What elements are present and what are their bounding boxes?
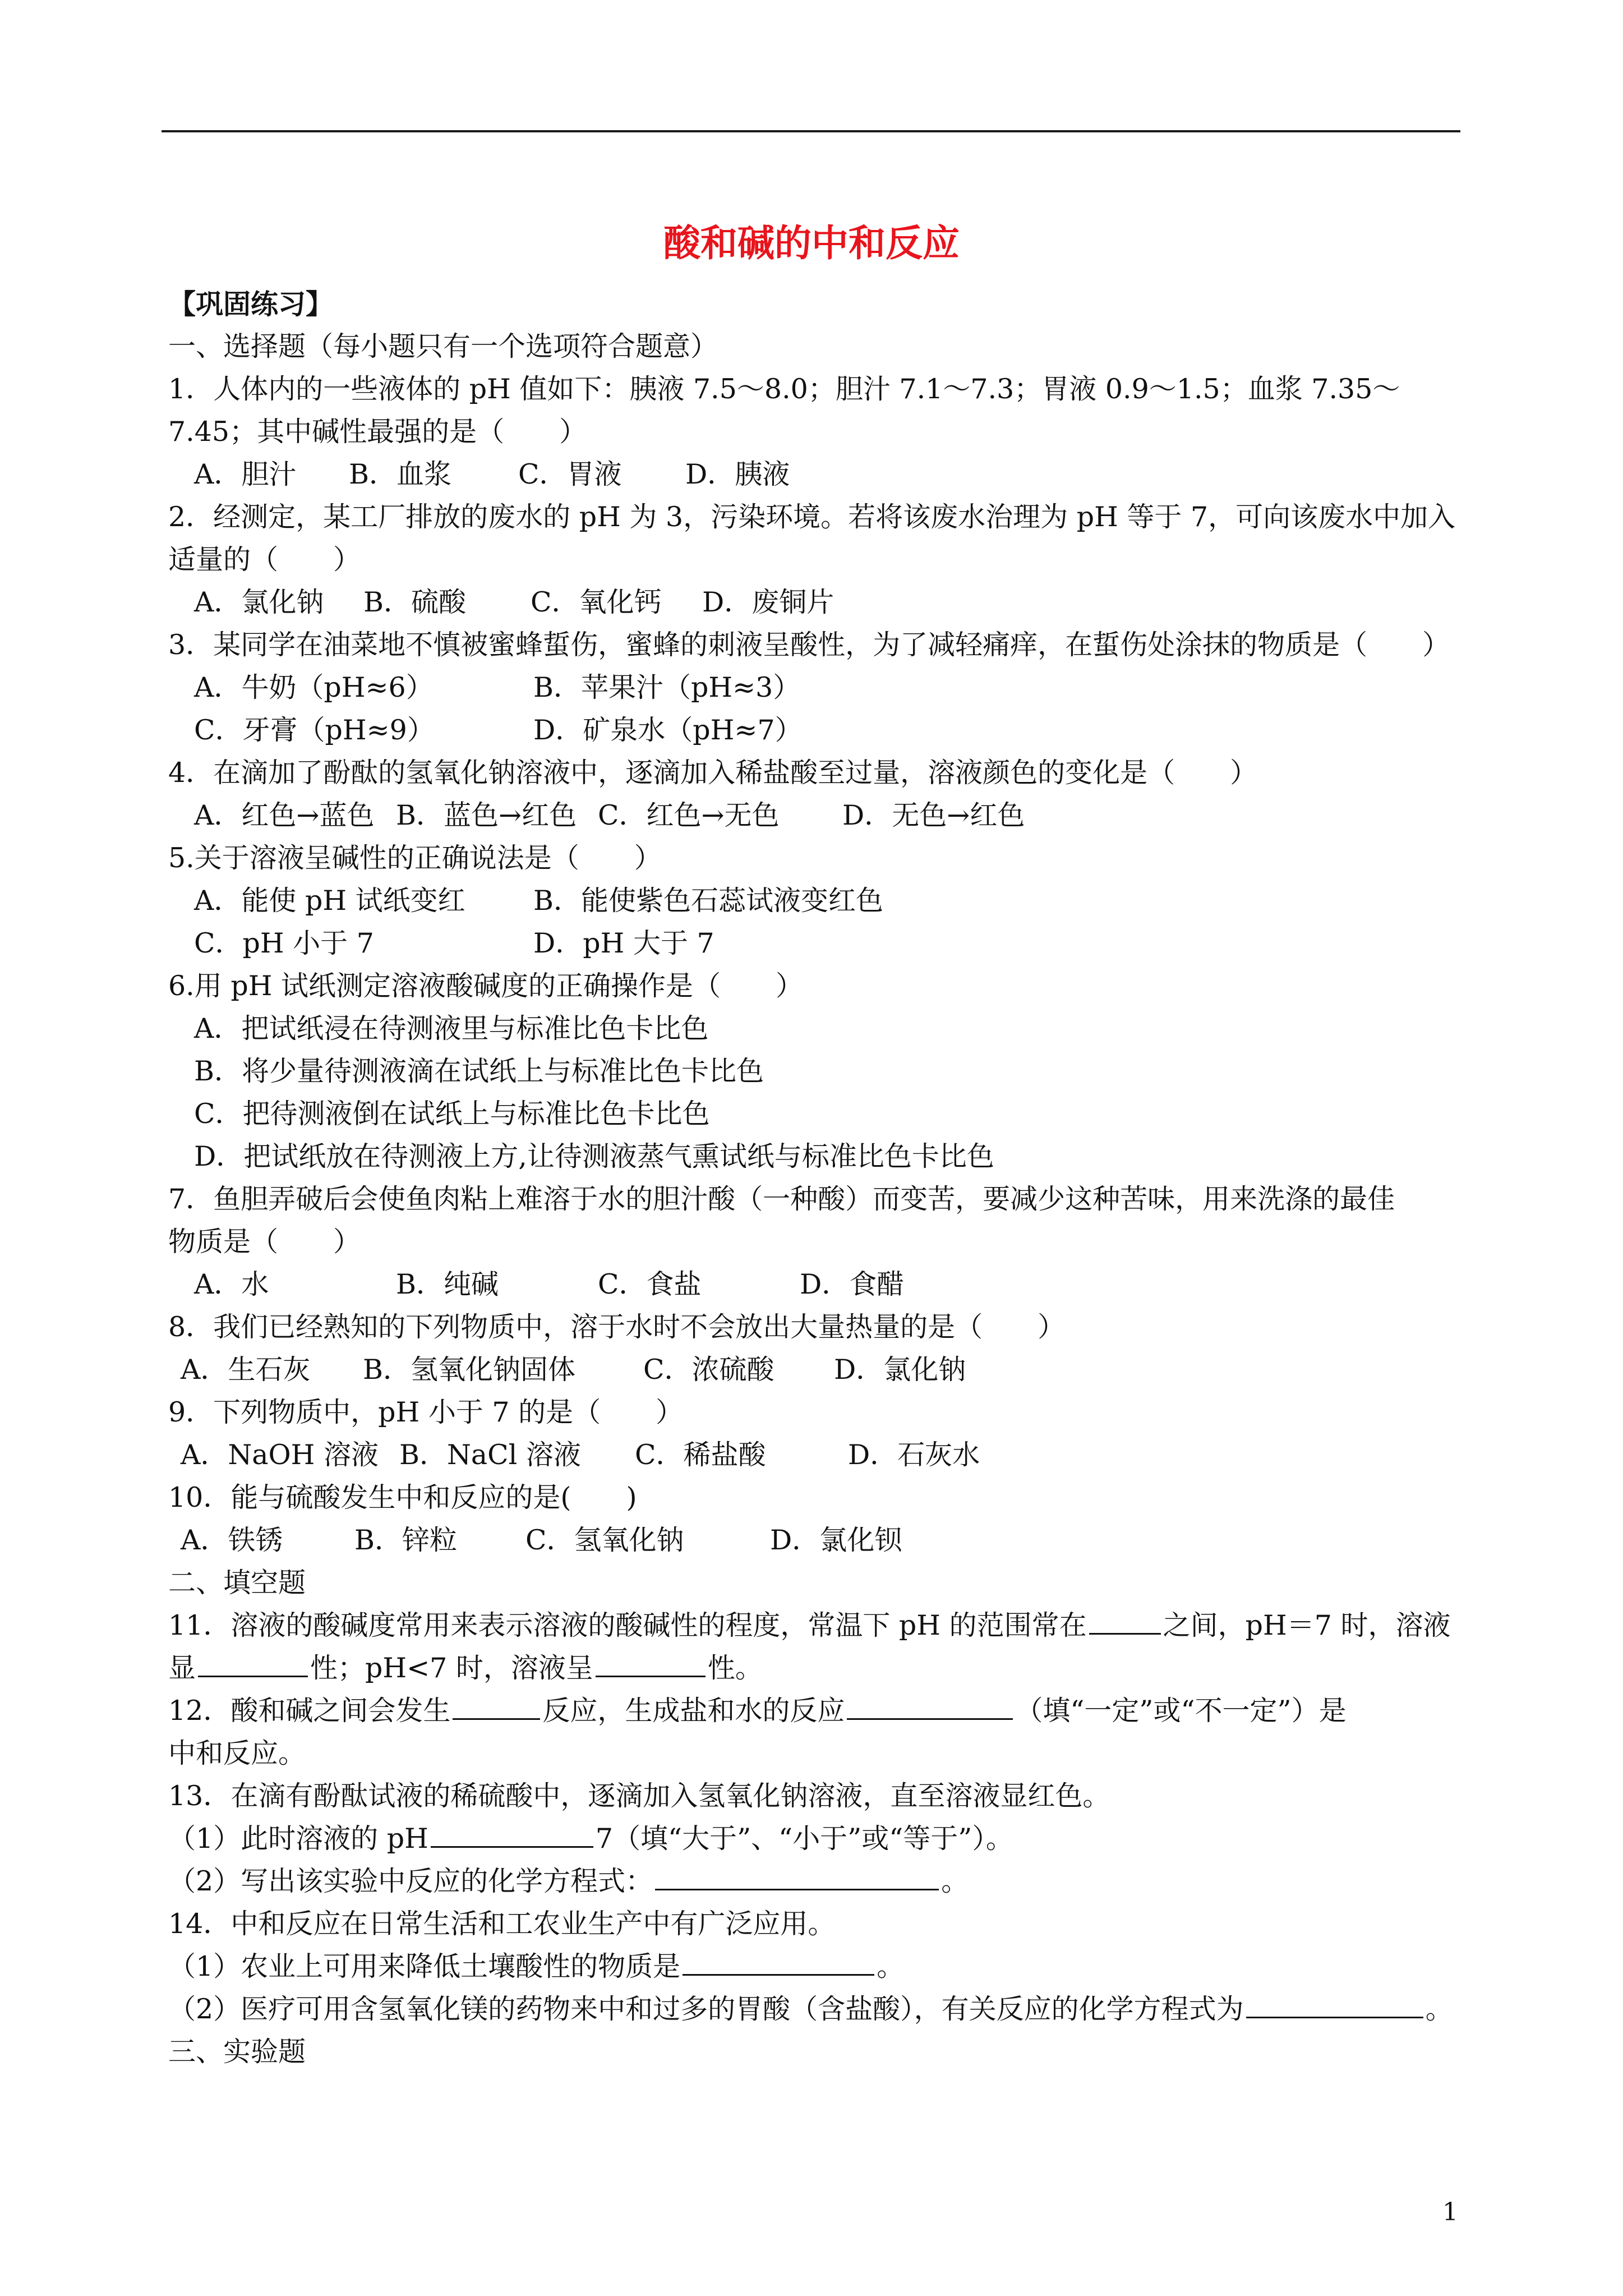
q11-blank-range[interactable] bbox=[1089, 1605, 1161, 1635]
q13-part2 bbox=[168, 1860, 1525, 1903]
header-rule bbox=[162, 130, 1460, 132]
q8-stem: 8．我们已经熟知的下列物质中，溶于水时不会放出大量热量的是（ ） bbox=[168, 1311, 1066, 1343]
section-header: 【巩固练习】 bbox=[168, 288, 334, 320]
q13-part2-text-a: （2）写出该实验中反应的化学方程式： bbox=[168, 1865, 653, 1897]
q7-option-d: D．食醋 bbox=[800, 1268, 905, 1300]
q4-option-d: D．无色→红色 bbox=[842, 799, 1025, 831]
q7-option-b: B．纯碱 bbox=[396, 1268, 499, 1300]
q6-option-a: A．把试纸浸在待测液里与标准比色卡比色 bbox=[194, 1013, 709, 1045]
q5-option-a: A．能使 pH 试纸变红 bbox=[194, 885, 465, 917]
q8-option-d: D．氯化钠 bbox=[834, 1354, 966, 1386]
q10-option-a: A．铁锈 bbox=[181, 1524, 283, 1556]
q14-part1 bbox=[168, 1945, 1525, 1988]
page-number: 1 bbox=[1442, 2198, 1458, 2226]
q3-option-b: B．苹果汁（pH≈3） bbox=[533, 671, 801, 703]
q4-stem: 4．在滴加了酚酞的氢氧化钠溶液中，逐滴加入稀盐酸至过量，溶液颜色的变化是（ ） bbox=[168, 757, 1258, 789]
q2-option-a: A．氯化钠 bbox=[194, 586, 324, 618]
q14-stem: 14．中和反应在日常生活和工农业生产中有广泛应用。 bbox=[168, 1908, 836, 1940]
q12-blank-reaction[interactable] bbox=[453, 1690, 540, 1720]
q13-part1-text-a: （1）此时溶液的 pH bbox=[168, 1823, 428, 1855]
q4-options bbox=[168, 794, 1525, 837]
q3-stem: 3．某同学在油菜地不慎被蜜蜂蜇伤，蜜蜂的刺液呈酸性，为了减轻痛痒，在蜇伤处涂抹的物质是（ ） bbox=[168, 629, 1450, 661]
q14-part2 bbox=[168, 1988, 1525, 2031]
q13-part1-text-b: 7（填“大于”、“小于”或“等于”）。 bbox=[595, 1823, 1013, 1855]
q4-option-a: A．红色→蓝色 bbox=[194, 799, 375, 831]
q9-option-d: D．石灰水 bbox=[848, 1439, 980, 1471]
q7-options bbox=[168, 1263, 1525, 1306]
q5-option-d: D．pH 大于 7 bbox=[533, 927, 714, 959]
q3-option-c: C．牙膏（pH≈9） bbox=[194, 714, 435, 746]
q8-option-b: B．氢氧化钠固体 bbox=[363, 1354, 576, 1386]
q9-option-c: C．稀盐酸 bbox=[635, 1439, 766, 1471]
q1-options bbox=[168, 453, 1525, 496]
q1-option-d: D．胰液 bbox=[685, 458, 790, 490]
q11-text-b: 之间，pH＝7 时，溶液 bbox=[1163, 1609, 1451, 1641]
q2-stem-line2: 适量的（ ） bbox=[168, 544, 361, 576]
q13-blank-ph[interactable] bbox=[431, 1818, 593, 1848]
page-title: 酸和碱的中和反应 bbox=[663, 222, 960, 265]
q14-part1-text-a: （1）农业上可用来降低土壤酸性的物质是 bbox=[168, 1950, 681, 1982]
q2-option-b: B．硫酸 bbox=[363, 586, 467, 618]
q14-part1-text-b: 。 bbox=[877, 1950, 905, 1982]
q1-option-c: C．胃液 bbox=[518, 458, 622, 490]
q6-stem: 6.用 pH 试纸测定溶液酸碱度的正确操作是（ ） bbox=[168, 970, 804, 1002]
q6-option-d: D．把试纸放在待测液上方,让待测液蒸气熏试纸与标准比色卡比色 bbox=[194, 1140, 994, 1172]
q2-stem-line1: 2．经测定，某工厂排放的废水的 pH 为 3，污染环境。若将该废水治理为 pH 等于 7，可向该废水中加入 bbox=[168, 501, 1456, 533]
q11-text-e: 性。 bbox=[707, 1652, 763, 1684]
q1-option-a: A．胆汁 bbox=[194, 458, 297, 490]
q1-stem-line1: 1．人体内的一些液体的 pH 值如下：胰液 7.5～8.0；胆汁 7.1～7.3；胃液 0.9～1.5；血浆 7.35～ bbox=[168, 373, 1400, 405]
q14-part2-text-b: 。 bbox=[1425, 1993, 1453, 2025]
q13-part2-text-b: 。 bbox=[941, 1865, 969, 1897]
q12-text-b: 反应，生成盐和水的反应 bbox=[542, 1695, 845, 1727]
q12-text-c: （填“一定”或“不一定”）是 bbox=[1015, 1695, 1347, 1727]
q5-options-row1 bbox=[168, 880, 1525, 922]
q7-stem-line2: 物质是（ ） bbox=[168, 1226, 361, 1258]
q9-option-a: A．NaOH 溶液 bbox=[181, 1439, 379, 1471]
q5-options-row2 bbox=[168, 922, 1525, 965]
q6-option-c: C．把待测液倒在试纸上与标准比色卡比色 bbox=[194, 1098, 710, 1130]
q11-text-c: 显 bbox=[168, 1652, 196, 1684]
part1-heading: 一、选择题（每小题只有一个选项符合题意） bbox=[168, 330, 718, 362]
q10-options bbox=[168, 1519, 1525, 1562]
q8-options bbox=[168, 1349, 1525, 1391]
q9-stem: 9．下列物质中，pH 小于 7 的是（ ） bbox=[168, 1396, 684, 1428]
q4-option-c: C．红色→无色 bbox=[598, 799, 780, 831]
part2-heading: 二、填空题 bbox=[168, 1567, 306, 1599]
q12-blank-certainty[interactable] bbox=[847, 1690, 1013, 1720]
q5-option-c: C．pH 小于 7 bbox=[194, 927, 374, 959]
part3-heading: 三、实验题 bbox=[168, 2036, 306, 2068]
q11-line1 bbox=[168, 1604, 1525, 1647]
q2-option-c: C．氧化钙 bbox=[531, 586, 662, 618]
q14-blank-equation[interactable] bbox=[1246, 1989, 1423, 2018]
q3-option-d: D．矿泉水（pH≈7） bbox=[533, 714, 803, 746]
q6-option-b: B．将少量待测液滴在试纸上与标准比色卡比色 bbox=[194, 1055, 764, 1087]
q9-options bbox=[168, 1434, 1525, 1476]
q11-blank-acidic[interactable] bbox=[596, 1648, 706, 1677]
q2-options bbox=[168, 581, 1525, 624]
q10-option-d: D．氯化钡 bbox=[770, 1524, 902, 1556]
q13-part1 bbox=[168, 1818, 1525, 1860]
q10-option-b: B．锌粒 bbox=[354, 1524, 458, 1556]
q14-blank-substance[interactable] bbox=[683, 1946, 874, 1976]
q12-line2: 中和反应。 bbox=[168, 1737, 306, 1769]
q11-text-a: 11．溶液的酸碱度常用来表示溶液的酸碱性的程度，常温下 pH 的范围常在 bbox=[168, 1609, 1087, 1641]
q7-option-a: A．水 bbox=[194, 1268, 269, 1300]
q7-stem-line1: 7．鱼胆弄破后会使鱼肉粘上难溶于水的胆汁酸（一种酸）而变苦，要减少这种苦味，用来洗涤的最佳 bbox=[168, 1183, 1395, 1215]
q3-options-row2 bbox=[168, 709, 1525, 752]
q13-stem: 13．在滴有酚酞试液的稀硫酸中，逐滴加入氢氧化钠溶液，直至溶液显红色。 bbox=[168, 1780, 1110, 1812]
q12-line1 bbox=[168, 1690, 1525, 1732]
q14-part2-text-a: （2）医疗可用含氢氧化镁的药物来中和过多的胃酸（含盐酸），有关反应的化学方程式为 bbox=[168, 1993, 1244, 2025]
q3-option-a: A．牛奶（pH≈6） bbox=[194, 671, 434, 703]
q1-option-b: B．血浆 bbox=[349, 458, 452, 490]
q13-blank-equation[interactable] bbox=[655, 1861, 939, 1890]
q2-option-d: D．废铜片 bbox=[702, 586, 834, 618]
q5-stem: 5.关于溶液呈碱性的正确说法是（ ） bbox=[168, 842, 662, 874]
q10-option-c: C．氢氧化钠 bbox=[525, 1524, 684, 1556]
q8-option-a: A．生石灰 bbox=[181, 1354, 311, 1386]
q12-text-a: 12．酸和碱之间会发生 bbox=[168, 1695, 451, 1727]
q11-line2 bbox=[168, 1647, 1525, 1690]
q9-option-b: B．NaCl 溶液 bbox=[399, 1439, 581, 1471]
q11-text-d: 性；pH<7 时，溶液呈 bbox=[310, 1652, 593, 1684]
q3-options-row1 bbox=[168, 666, 1525, 709]
q1-stem-line2: 7.45；其中碱性最强的是（ ） bbox=[168, 416, 587, 448]
q4-option-b: B．蓝色→红色 bbox=[396, 799, 577, 831]
q5-option-b: B．能使紫色石蕊试液变红色 bbox=[533, 885, 884, 917]
q10-stem: 10．能与硫酸发生中和反应的是( ) bbox=[168, 1481, 637, 1513]
worksheet-body bbox=[168, 283, 1525, 2073]
q11-blank-neutral[interactable] bbox=[198, 1648, 308, 1677]
q8-option-c: C．浓硫酸 bbox=[643, 1354, 774, 1386]
q7-option-c: C．食盐 bbox=[598, 1268, 702, 1300]
